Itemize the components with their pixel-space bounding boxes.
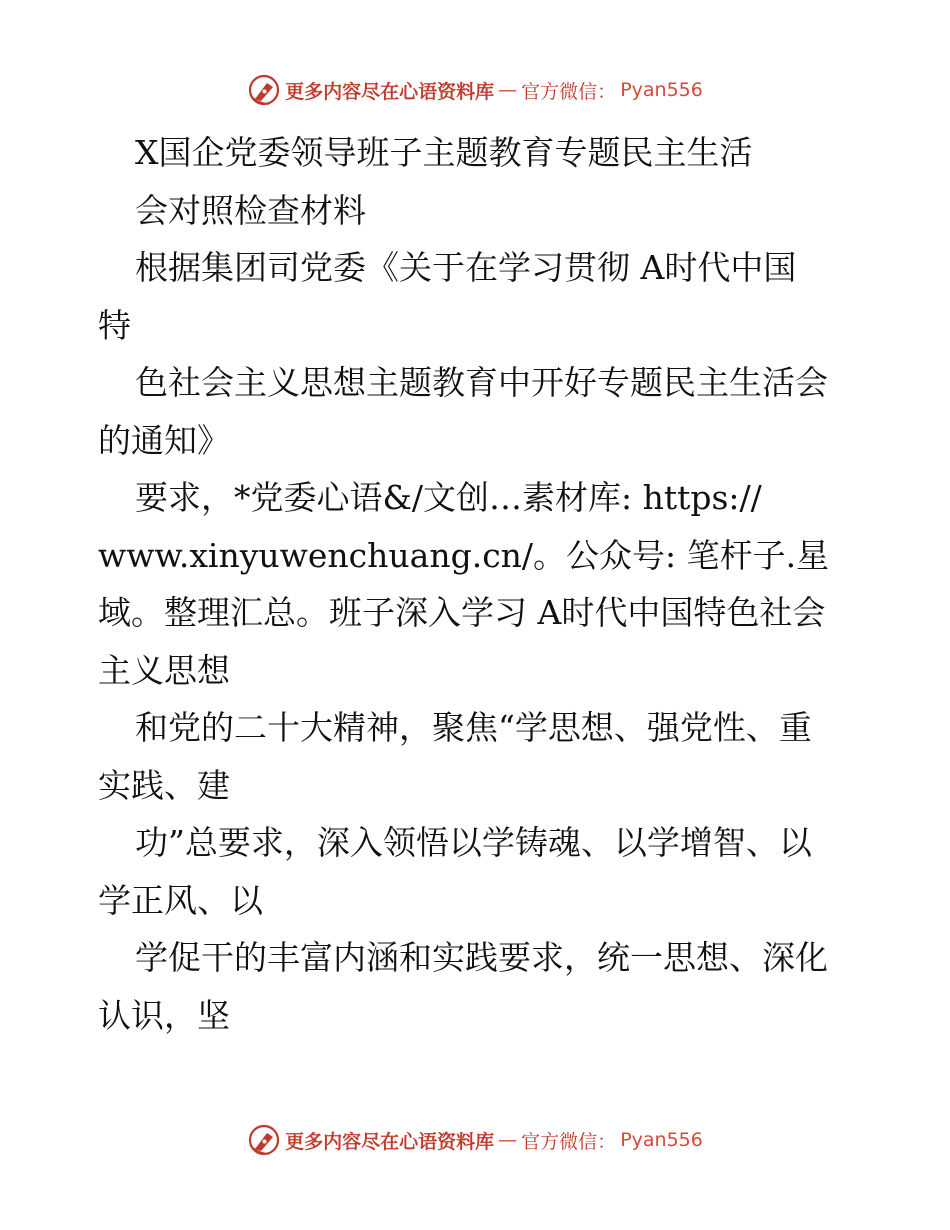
watermark-wechat-id: Pyan556 [620, 79, 703, 101]
doc-text-line: 功”总要求，深入领悟以学铸魂、以学增智、以 [135, 823, 812, 862]
doc-text-line: 主义思想 [98, 650, 230, 690]
footer-watermark [0, 1120, 950, 1160]
watermark-group [247, 73, 703, 107]
watermark-dash: — [498, 1129, 518, 1151]
doc-title-line: 会对照检查材料 [135, 190, 366, 230]
doc-text-line: 域。整理汇总。班子深入学习 A时代中国特色社会 [98, 593, 826, 632]
doc-text-line: 要求，*党委心语&/文创…素材库: https:// [135, 478, 762, 517]
pen-nib-logo-icon [247, 1123, 281, 1157]
doc-text-line: 认识，坚 [98, 995, 230, 1035]
watermark-wechat-id: Pyan556 [620, 1129, 703, 1151]
watermark-text: 更多内容尽在心语资料库 [285, 1130, 495, 1153]
doc-text-line: 和党的二十大精神，聚焦“学思想、强党性、重 [135, 708, 812, 747]
doc-text-line: 根据集团司党委《关于在学习贯彻 A时代中国 [135, 248, 797, 287]
doc-text-line: 学正风、以 [98, 880, 263, 920]
doc-text-line: 实践、建 [98, 765, 230, 805]
watermark-text: 更多内容尽在心语资料库 [285, 80, 495, 103]
doc-title-line: X国企党委领导班子主题教育专题民主生活 [135, 133, 753, 172]
doc-text-line: www.xinyuwenchuang.cn/。公众号: 笔杆子.星 [98, 535, 830, 575]
watermark-group [247, 1123, 703, 1157]
pen-nib-logo-icon [247, 73, 281, 107]
watermark-wechat-label: 官方微信： [521, 80, 617, 103]
doc-text-line: 的通知》 [98, 420, 230, 460]
watermark-dash: — [498, 79, 518, 101]
watermark-wechat-label: 官方微信： [521, 1130, 617, 1153]
header-watermark [0, 70, 950, 110]
document-body [98, 124, 858, 1044]
doc-text-line: 色社会主义思想主题教育中开好专题民主生活会 [135, 363, 828, 402]
doc-text-line: 特 [98, 305, 131, 345]
doc-text-line: 学促干的丰富内涵和实践要求，统一思想、深化 [135, 938, 828, 977]
